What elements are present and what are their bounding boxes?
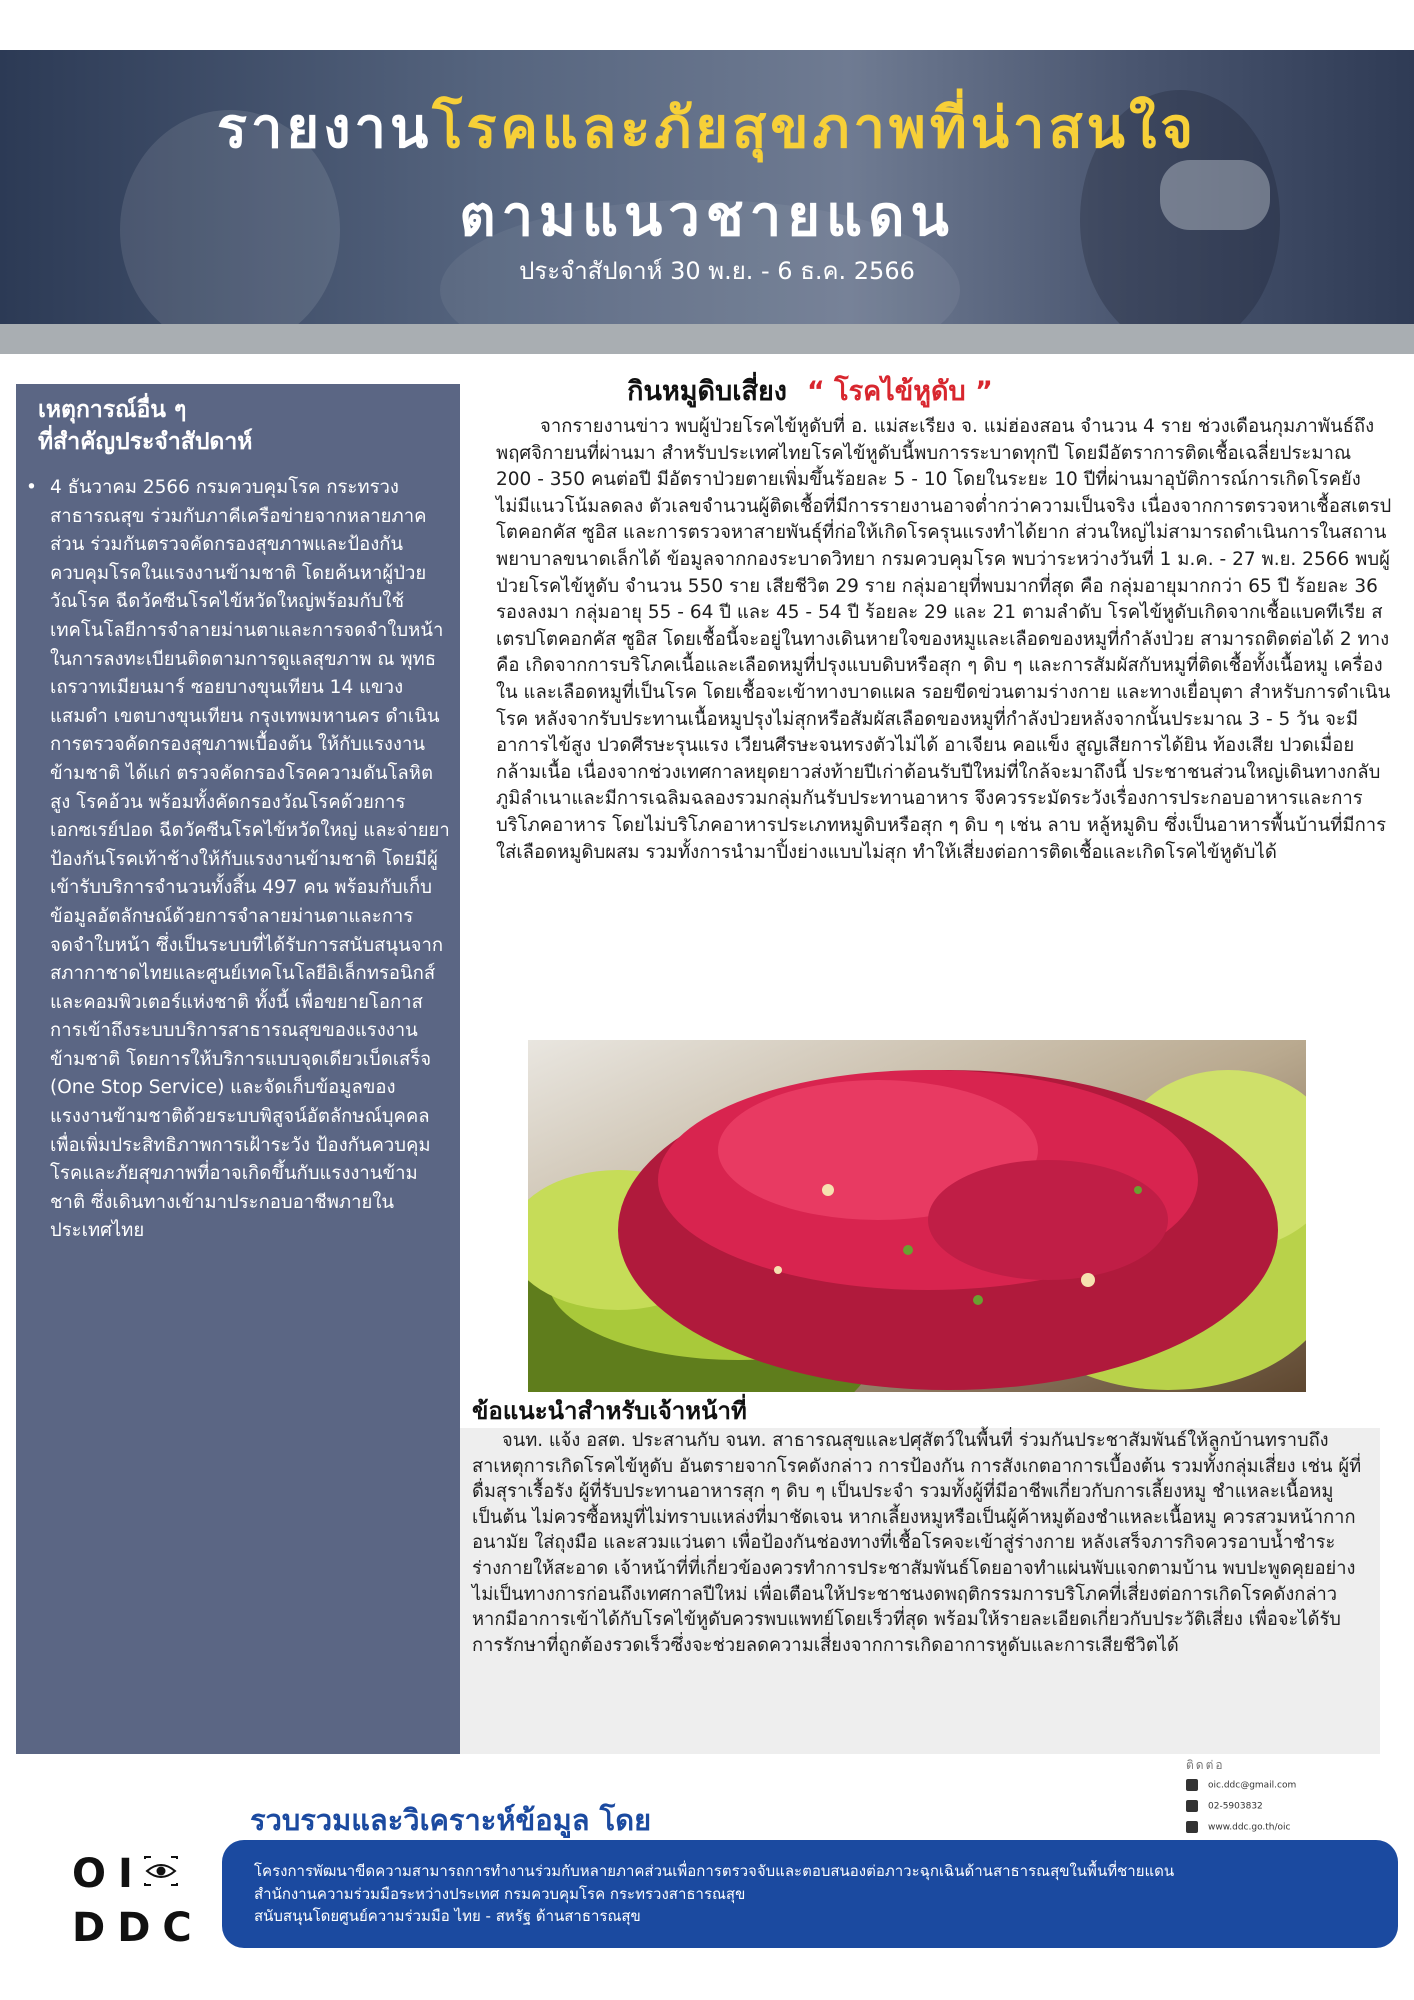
footer-line-project: โครงการพัฒนาขีดความสามารถการทำงานร่วมกับหลายภาคส่วนเพื่อการตรวจจับและตอบสนองต่อภาวะฉุกเฉินด้านสาธารณสุขในพื้นที่ชายแดน — [254, 1862, 1175, 1880]
page-title — [0, 94, 1414, 164]
report-week: ประจำสัปดาห์ 30 พ.ย. - 6 ธ.ค. 2566 — [519, 257, 915, 285]
contact-website[interactable] — [1186, 1821, 1291, 1833]
article-heading-disease: “ โรคไข้หูดับ ” — [806, 376, 993, 407]
sidebar-title — [38, 394, 252, 458]
header-banner — [0, 50, 1414, 324]
advice-heading: ข้อแนะนำสำหรับเจ้าหน้าที่ — [472, 1397, 747, 1425]
eye-icon — [143, 1855, 179, 1887]
footer-lines — [254, 1860, 1174, 1928]
footer-line-support: สนับสนุนโดยศูนย์ความร่วมมือ ไทย - สหรัฐ ด้านสาธารณสุข — [254, 1907, 641, 1925]
logo-bottom: DDC — [72, 1905, 204, 1951]
contact-phone-text: 02-5903832 — [1208, 1801, 1263, 1812]
globe-icon — [1186, 1821, 1198, 1833]
sidebar-other-events — [16, 384, 460, 1754]
raw-pork-dish-image — [528, 1040, 1306, 1392]
bullet-icon: • — [26, 477, 37, 498]
contact-email-text: oic.ddc@gmail.com — [1208, 1780, 1297, 1791]
title-part1: รายงาน — [216, 96, 433, 161]
raw-pork-dish-photo — [528, 1040, 1306, 1392]
oic-ddc-logo — [72, 1847, 204, 1955]
footer-credits-box — [222, 1840, 1398, 1948]
compiled-by-heading: รวบรวมและวิเคราะห์ข้อมูล โดย — [250, 1803, 652, 1837]
contact-website-text: www.ddc.go.th/oic — [1208, 1822, 1291, 1833]
article-body: จากรายงานข่าว พบผู้ป่วยโรคไข้หูดับที่ อ. แม่สะเรียง จ. แม่ฮ่องสอน จำนวน 4 ราย ช่วงเดือนกุมภาพันธ์ถึงพฤศจิกายนที่ผ่านมา สำหรับประเทศไทยโรคไข้หูดับนี้พบการระบาดทุกปี โดยมีอัตราการติดเชื้อเฉลี่ยประมาณ 200 - 350 คนต่อปี มีอัตราป่วยตายเพิ่มขึ้นร้อยละ 5 - 10 โดยในระยะ 10 ปีที่ผ่านมาอุบัติการณ์การเกิดโรคยังไม่มีแนวโน้มลดลง ตัวเลขจำนวนผู้ติดเชื้อที่มีการรายงานอาจต่ำกว่าความเป็นจริง เนื่องจากการตรวจหาเชื้อสเตรปโตคอกคัส ซูอิส และการตรวจหาสายพันธุ์ที่ก่อให้เกิดโรครุนแรงทำได้ยาก ส่วนใหญ่ไม่สามารถดำเนินการในสถานพยาบาลขนาดเล็กได้ ข้อมูลจากกองระบาดวิทยา กรมควบคุมโรค พบว่าระหว่างวันที่ 1 ม.ค. - 27 พ.ย. 2566 พบผู้ป่วยโรคไข้หูดับ จำนวน 550 ราย เสียชีวิต 29 ราย กลุ่มอายุที่พบมากที่สุด คือ กลุ่มอายุมากกว่า 65 ปี ร้อยละ 36 รองลงมา กลุ่มอายุ 55 - 64 ปี และ 45 - 54 ปี ร้อยละ 29 และ 21 ตามลำดับ โรคไข้หูดับเกิดจากเชื้อแบคทีเรีย สเตรปโตคอกคัส ซูอิส โดยเชื้อนี้จะอยู่ในทางเดินหายใจของหมูและเลือดของหมูที่กำลังป่วย สามารถติดต่อได้ 2 ทาง คือ เกิดจากการบริโภคเนื้อและเลือดหมูที่ปรุงแบบดิบหรือสุก ๆ ดิบ ๆ และการสัมผัสกับหมูที่ติดเชื้อทั้งเนื้อหมู เครื่องใน และเลือดหมูที่เป็นโรค โดยเชื้อจะเข้าทางบาดแผล รอยขีดข่วนตามร่างกาย และทางเยื่อบุตา สำหรับการดำเนินโรค หลังจากรับประทานเนื้อหมูปรุงไม่สุกหรือสัมผัสเลือดของหมูที่กำลังป่วยหลังจากนั้นประมาณ 3 - 5 วัน จะมีอาการไข้สูง ปวดศีรษะรุนแรง เวียนศีรษะจนทรงตัวไม่ได้ อาเจียน คอแข็ง สูญเสียการได้ยิน ท้องเสีย ปวดเมื่อยกล้ามเนื้อ เนื่องจากช่วงเทศกาลหยุดยาวส่งท้ายปีเก่าต้อนรับปีใหม่ที่ใกล้จะมาถึงนี้ ประชาชนส่วนใหญ่เดินทางกลับภูมิลำเนาและมีการเฉลิมฉลองรวมกลุ่มกันรับประทานอาหาร จึงควรระมัดระวังเรื่องการประกอบอาหารและการบริโภคอาหาร โดยไม่บริโภคอาหารประเภทหมูดิบหรือสุก ๆ ดิบ ๆ เช่น ลาบ หลู้หมูดิบ ซึ่งเป็นอาหารพื้นบ้านที่มีการใส่เลือดหมูดิบผสม รวมทั้งการนำมาปิ้งย่างแบบไม่สุก ทำให้เสี่ยงต่อการติดเชื้อและเกิดโรคไข้หูดับได้ — [496, 416, 1392, 863]
sidebar-item-text: 4 ธันวาคม 2566 กรมควบคุมโรค กระทรวงสาธารณสุข ร่วมกับภาคีเครือข่ายจากหลายภาคส่วน ร่วมกันตรวจคัดกรองสุขภาพและป้องกันควบคุมโรคในแรงงานข้ามชาติ โดยค้นหาผู้ป่วยวัณโรค ฉีดวัคซีนโรคไข้หวัดใหญ่พร้อมกับใช้เทคโนโลยีการจำลายม่านตาและการจดจำใบหน้าในการลงทะเบียนติดตามการดูแลสุขภาพ ณ พุทธเถรวาทเมียนมาร์ ซอยบางขุนเทียน 14 แขวงแสมดำ เขตบางขุนเทียน กรุงเทพมหานคร ดำเนินการตรวจคัดกรองสุขภาพเบื้องต้น ให้กับแรงงานข้ามชาติ ได้แก่ ตรวจคัดกรองโรคความดันโลหิตสูง โรคอ้วน พร้อมทั้งคัดกรองวัณโรคด้วยการเอกซเรย์ปอด ฉีดวัคซีนโรคไข้หวัดใหญ่ และจ่ายยาป้องกันโรคเท้าช้างให้กับแรงงานข้ามชาติ โดยมีผู้เข้ารับบริการจำนวนทั้งสิ้น 497 คน พร้อมกับเก็บข้อมูลอัตลักษณ์ด้วยการจำลายม่านตาและการจดจำใบหน้า ซึ่งเป็นระบบที่ได้รับการสนับสนุนจากสภากาชาดไทยและศูนย์เทคโนโลยีอิเล็กทรอนิกส์และคอมพิวเตอร์แห่งชาติ ทั้งนี้ เพื่อขยายโอกาสการเข้าถึงระบบบริการสาธารณสุขของแรงงานข้ามชาติ โดยการให้บริการแบบจุดเดียวเบ็ดเสร็จ (One Stop Service) และจัดเก็บข้อมูลของแรงงานข้ามชาติด้วยระบบพิสูจน์อัตลักษณ์บุคคลเพื่อเพิ่มประสิทธิภาพการเฝ้าระวัง ป้องกันควบคุมโรคและภัยสุขภาพที่อาจเกิดขึ้นกับแรงงานข้ามชาติ ซึ่งเดินทางเข้ามาประกอบอาชีพภายในประเทศไทย — [50, 477, 450, 1242]
page-title-line2: ตามแนวชายแดน — [459, 184, 955, 249]
footer-line-office: สำนักงานความร่วมมือระหว่างประเทศ กรมควบคุมโรค กระทรวงสาธารณสุข — [254, 1884, 746, 1903]
sidebar-title-line1: เหตุการณ์อื่น ๆ — [38, 397, 187, 423]
mail-icon — [1186, 1779, 1198, 1791]
phone-icon — [1186, 1800, 1198, 1812]
advice-body: จนท. แจ้ง อสต. ประสานกับ จนท. สาธารณสุขและปศุสัตว์ในพื้นที่ ร่วมกันประชาสัมพันธ์ให้ลูกบ้านทราบถึง สาเหตุการเกิดโรคไข้หูดับ อันตรายจากโรคดังกล่าว การป้องกัน การสังเกตอาการเบื้องต้น รวมทั้งกลุ่มเสี่ยง เช่น ผู้ที่ดื่มสุราเรื้อรัง ผู้ที่รับประทานอาหารสุก ๆ ดิบ ๆ เป็นประจำ รวมทั้งผู้ที่มีอาชีพเกี่ยวกับการเลี้ยงหมู ชำแหละเนื้อหมู เป็นต้น ไม่ควรซื้อหมูที่ไม่ทราบแหล่งที่มาชัดเจน หากเลี้ยงหมูหรือเป็นผู้ค้าหมูต้องชำแหละเนื้อหมู ควรสวมหน้ากากอนามัย ใส่ถุงมือ และสวมแว่นตา เพื่อป้องกันช่องทางที่เชื้อโรคจะเข้าสู่ร่างกาย หลังเสร็จภารกิจควรอาบน้ำชำระร่างกายให้สะอาด เจ้าหน้าที่ที่เกี่ยวข้องควรทำการประชาสัมพันธ์โดยอาจทำแผ่นพับแจกตามบ้าน พบปะพูดคุยอย่างไม่เป็นทางการก่อนถึงเทศกาลปีใหม่ เพื่อเตือนให้ประชาชนงดพฤติกรรมการบริโภคที่เสี่ยงต่อการเกิดโรคดังกล่าว หากมีอาการเข้าได้กับโรคไข้หูดับควรพบแพทย์โดยเร็วที่สุด พร้อมให้รายละเอียดเกี่ยวกับประวัติเสี่ยง เพื่อจะได้รับการรักษาที่ถูกต้องรวดเร็วซึ่งจะช่วยลดความเสี่ยงจากการเกิดอาการหูดับและการเสียชีวิตได้ — [472, 1430, 1362, 1656]
header-divider — [0, 324, 1414, 354]
contact-phone[interactable] — [1186, 1800, 1263, 1812]
contact-email[interactable] — [1186, 1779, 1296, 1791]
logo-top: OI — [72, 1851, 145, 1897]
article-heading-text: กินหมูดิบเสี่ยง — [627, 376, 787, 407]
advice-box — [460, 1428, 1380, 1754]
contact-label: ติดต่อ — [1186, 1758, 1225, 1772]
article-heading — [460, 372, 1160, 412]
sidebar-item — [26, 474, 451, 1246]
sidebar-title-line2: ที่สำคัญประจำสัปดาห์ — [38, 429, 253, 455]
title-part2: โรคและภัยสุขภาพที่น่าสนใจ — [432, 96, 1198, 161]
